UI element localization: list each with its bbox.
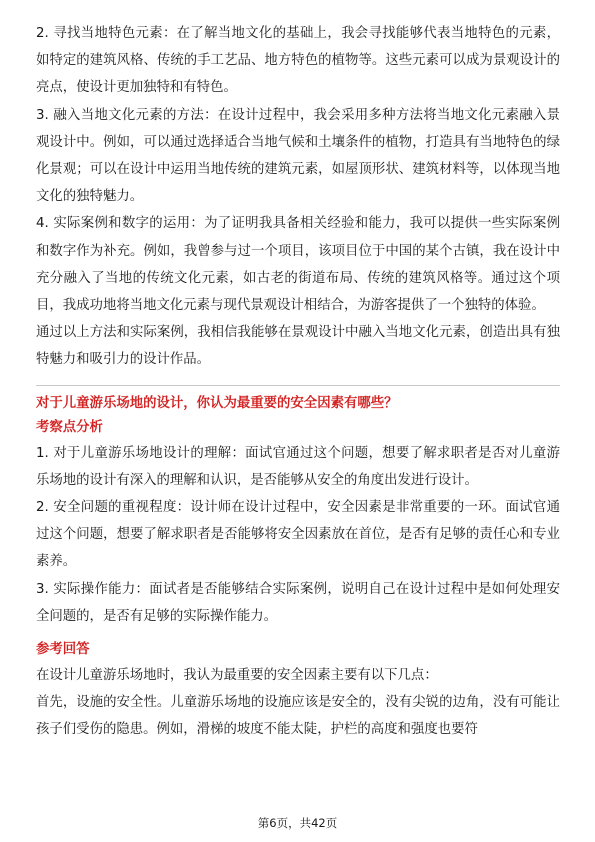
answer-body [36,662,560,744]
analysis-list [36,440,560,630]
analysis-heading: 考察点分析 [36,419,103,435]
answer-conclusion: 通过以上方法和实际案例，我相信我能够在景观设计中融入当地文化元素，创造出具有独特魅力和吸引力的设计作品。 [36,325,560,368]
analysis-item: 2. 安全问题的重视程度：设计师在设计过程中，安全因素是非常重要的一环。面试官通过这个问题，想要了解求职者是否能够将安全因素放在首位，是否有足够的责任心和专业素养。 [36,500,560,570]
analysis-item: 1. 对于儿童游乐场地设计的理解：面试官通过这个问题，想要了解求职者是否对儿童游乐场地的设计有深入的理解和认识，是否能够从安全的角度出发进行设计。 [36,445,560,488]
answer-point-first: 首先，设施的安全性。儿童游乐场地的设施应该是安全的，没有尖锐的边角，没有可能让孩子们受伤的隐患。例如，滑梯的坡度不能太陡，护栏的高度和强度也要符 [36,695,560,738]
answer-intro: 在设计儿童游乐场地时，我认为最重要的安全因素主要有以下几点： [36,668,438,684]
answer-point-4: 4. 实际案例和数字的运用：为了证明我具备相关经验和能力，我可以提供一些实际案例和数字作为补充。例如，我曾参与过一个项目，该项目位于中国的某个古镇，我在设计中充分融入了当地的传统文化元素，如古老的街道布局、传统的建筑风格等。通过这个项目，我成功地将当地文化元素与现代景观设计相结合，为游客提供了一个独特的体验。 [36,216,560,314]
answer-continuation [36,20,560,374]
document-page [36,20,560,744]
answer-point-2: 2. 寻找当地特色元素：在了解当地文化的基础上，我会寻找能够代表当地特色的元素，如特定的建筑风格、传统的手工艺品、地方特色的植物等。这些元素可以成为景观设计的亮点，使设计更加独特和有特色。 [36,26,560,96]
answer-heading: 参考回答 [36,642,90,658]
section-divider [36,385,560,386]
question-title: 对于儿童游乐场地的设计，你认为最重要的安全因素有哪些？ [36,395,398,411]
answer-point-3: 3. 融入当地文化元素的方法：在设计过程中，我会采用多种方法将当地文化元素融入景观设计中。例如，可以通过选择适合当地气候和土壤条件的植物，打造具有当地特色的绿化景观；可以在设计中运用当地传统的建筑元素，如屋顶形状、建筑材料等，以体现当地文化的独特魅力。 [36,107,560,205]
analysis-item: 3. 实际操作能力：面试者是否能够结合实际案例，说明自己在设计过程中是如何处理安全问题的，是否有足够的实际操作能力。 [36,581,560,624]
page-number: 第6页，共42页 [257,816,338,830]
